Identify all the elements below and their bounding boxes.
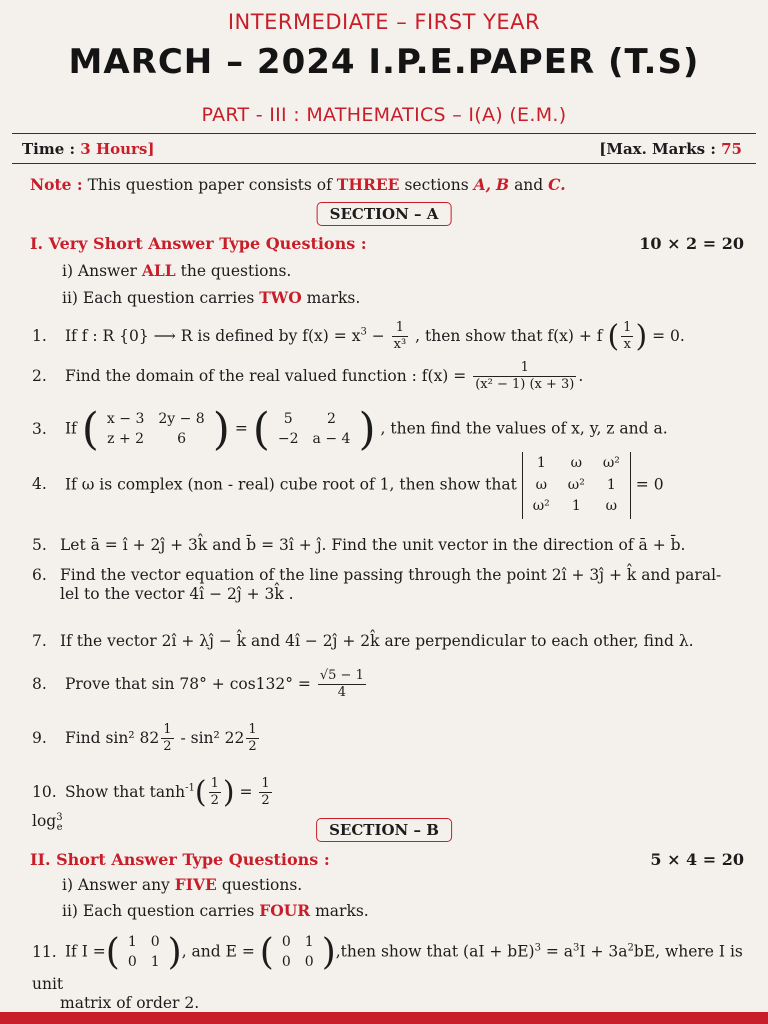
section-a-instruction-2: ii) Each question carries TWO marks. — [62, 288, 361, 307]
matrix-cell: 1 — [571, 498, 581, 514]
matrix-cell: 5 — [283, 411, 293, 427]
question-9: 9. Find sin² 82 $\frac{1}{2}$ - sin² 22 $\frac{1}{2}$ — [32, 722, 257, 755]
matrix-cell: 6 — [177, 430, 186, 447]
matrix-cell: 1 — [150, 953, 160, 970]
question-3: 3. If ( x − 3 2y − 8 z + 2 6 ) = ( 5 2 −2 a − 4 ) , then find the values of x, y, z and a. — [32, 404, 668, 455]
divider-top — [12, 133, 756, 134]
matrix-cell: 0 — [281, 934, 291, 950]
matrix-cell: 2y − 8 — [158, 411, 205, 427]
matrix-cell: 0 — [150, 934, 160, 950]
question-8: 8. Prove that sin 78° + cos132° = $\frac{√5 - 1}{4}$ — [32, 668, 364, 701]
matrix-cell: ω — [605, 498, 618, 514]
matrix-cell: a − 4 — [312, 430, 351, 447]
matrix-cell: 1 — [536, 455, 546, 471]
question-11: 11. If I =( 1 0 0 1 ), and E = ( 0 1 0 0 ),then show that $(aI + bE)^3 = a^3I + 3a^2bE$, where I is unit matrix of order 2. — [32, 932, 743, 1013]
matrix-cell: 2 — [327, 411, 336, 427]
matrix-q11-e — [274, 932, 322, 973]
question-7: 7. If the vector 2î + λĵ − k̂ and 4î − 2ĵ + 2k̂ are perpendicular to each other, find λ. — [32, 632, 694, 650]
determinant-q4 — [522, 452, 631, 519]
matrix-cell: 1 — [304, 934, 314, 950]
marks-label: [Max. Marks : — [599, 140, 716, 158]
header-level: INTERMEDIATE – FIRST YEAR — [227, 10, 541, 34]
matrix-cell: ω² — [532, 498, 550, 514]
matrix-cell: ω — [535, 476, 547, 493]
time-value: 3 Hours] — [80, 140, 155, 158]
time-label: Time : — [22, 140, 76, 158]
matrix-cell: ω — [570, 455, 583, 471]
question-5: 5. Let ā = î + 2ĵ + 3k̂ and b̄ = 3î + ĵ. Find the unit vector in the direction of ā + b̄. — [32, 536, 686, 554]
question-2: 2. Find the domain of the real valued function : f(x) = $\frac{1}{\text{(x² − 1) (x + 3)}}$ . — [32, 360, 584, 393]
matrix-cell: x − 3 — [106, 411, 145, 427]
footer-bar — [0, 1012, 768, 1024]
divider-bottom — [12, 163, 756, 164]
matrix-q11-i — [120, 932, 168, 973]
matrix-cell: 0 — [127, 953, 137, 970]
paper-title: MARCH – 2024 I.P.E.PAPER (T.S) — [68, 42, 700, 82]
matrix-cell: 0 — [281, 953, 291, 970]
meta-row — [22, 140, 742, 158]
matrix-q3-left — [99, 409, 213, 450]
section-b-heading: II. Short Answer Type Questions : 5 × 4 = 20 — [30, 850, 744, 869]
question-10: 10. Show that $\tanh^{-1}$( $\frac{1}{2}$ ) = $\frac{1}{2}$ $\log^3_e$ — [32, 775, 270, 833]
section-b-title: SECTION – B — [316, 818, 452, 842]
subject-title: PART - III : MATHEMATICS – I(A) (E.M.) — [201, 104, 567, 126]
matrix-cell: ω² — [567, 476, 585, 493]
section-b-instruction-2: ii) Each question carries FOUR marks. — [62, 901, 369, 920]
matrix-cell: z + 2 — [107, 430, 145, 447]
question-4: 4. If ω is complex (non - real) cube root of 1, then show that 1 ω ω² ω ω² 1 ω² 1 ω = 0 — [32, 452, 664, 519]
matrix-cell: −2 — [277, 430, 299, 447]
marks-value: 75 — [721, 140, 742, 158]
section-a-instruction-1: i) Answer ALL the questions. — [62, 261, 292, 280]
question-1: 1. If f : R {0} ⟶ R is defined by $f(x) = x^3$ − $\frac{1}{\text{x³}}$ , then show that f(x) + f ( $\frac{1}{x}$ ) = 0. — [32, 319, 685, 354]
section-b-instruction-1: i) Answer any FIVE questions. — [62, 875, 303, 894]
section-a-heading: I. Very Short Answer Type Questions : 10 × 2 = 20 — [30, 234, 744, 253]
note: Note : This question paper consists of THREE sections A, B and C. — [30, 175, 566, 194]
section-a-title: SECTION – A — [317, 202, 452, 226]
matrix-q3-right — [270, 409, 359, 450]
matrix-cell: 1 — [606, 476, 616, 493]
matrix-cell: 1 — [127, 934, 137, 950]
question-6: 6. Find the vector equation of the line passing through the point 2î + 3ĵ + k̂ and paral- lel to the vector 4î − 2ĵ + 3k̂ . — [32, 566, 722, 604]
matrix-cell: 0 — [304, 953, 314, 970]
matrix-cell: ω² — [602, 455, 620, 471]
